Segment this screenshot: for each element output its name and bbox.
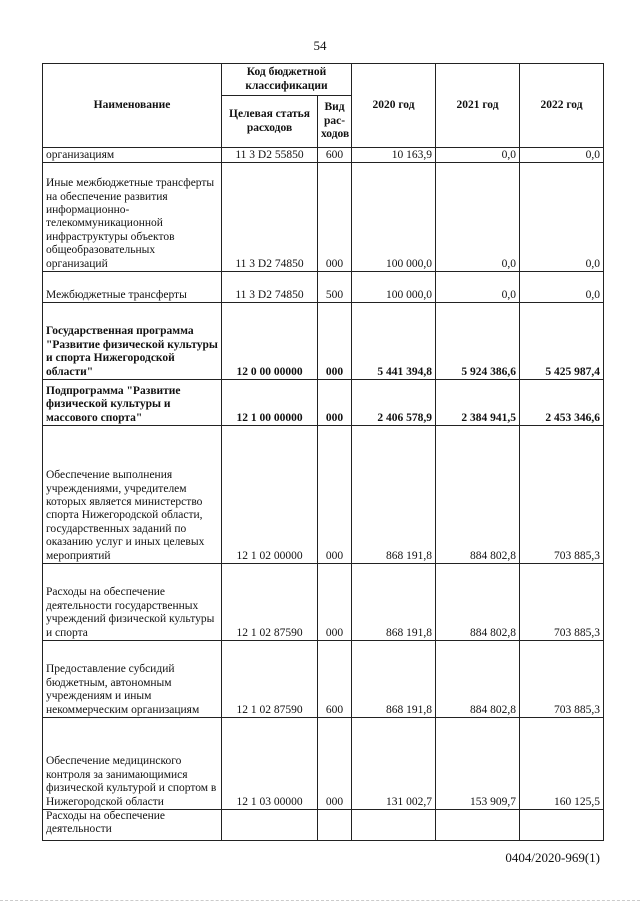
row-target: 11 3 D2 74850 xyxy=(222,272,318,303)
row-target: 11 3 D2 74850 xyxy=(222,163,318,272)
row-2020: 100 000,0 xyxy=(352,163,436,272)
header-kbk-group: Код бюджетной классификации xyxy=(222,64,352,96)
row-2021: 884 802,8 xyxy=(436,426,520,564)
row-name: Иные межбюджетные трансферты на обеспечение развития информационно-телекоммуникационной инфраструктуры объектов общеобразовательных организаций xyxy=(43,163,222,272)
row-kind xyxy=(318,810,352,841)
header-2021: 2021 год xyxy=(436,64,520,148)
row-target: 12 1 02 87590 xyxy=(222,641,318,718)
row-name: организациям xyxy=(43,148,222,163)
header-name: Наименование xyxy=(43,64,222,148)
row-2021: 153 909,7 xyxy=(436,718,520,810)
row-target: 12 1 02 00000 xyxy=(222,426,318,564)
row-2021: 5 924 386,6 xyxy=(436,303,520,380)
row-2022: 0,0 xyxy=(520,148,604,163)
row-2022: 160 125,5 xyxy=(520,718,604,810)
row-2020: 131 002,7 xyxy=(352,718,436,810)
row-2020: 5 441 394,8 xyxy=(352,303,436,380)
row-name: Предоставление субсидий бюджетным, автономным учреждениям и иным некоммерческим организациям xyxy=(43,641,222,718)
row-kind: 000 xyxy=(318,564,352,641)
row-kind: 000 xyxy=(318,163,352,272)
row-kind: 000 xyxy=(318,380,352,426)
row-2020: 868 191,8 xyxy=(352,426,436,564)
row-name: Обеспечение выполнения учреждениями, учредителем которых является министерство спорта Нижегородской области, государственных заданий по оказанию услуг и иных целевых мероприятий xyxy=(43,426,222,564)
row-kind: 000 xyxy=(318,426,352,564)
row-kind: 600 xyxy=(318,148,352,163)
row-2021: 884 802,8 xyxy=(436,564,520,641)
row-kind: 000 xyxy=(318,718,352,810)
row-2020: 100 000,0 xyxy=(352,272,436,303)
row-kind: 600 xyxy=(318,641,352,718)
header-expense-kind: Вид рас-ходов xyxy=(318,96,352,148)
row-kind: 000 xyxy=(318,303,352,380)
row-2021 xyxy=(436,810,520,841)
table-row xyxy=(43,163,604,272)
row-2022: 5 425 987,4 xyxy=(520,303,604,380)
table-row xyxy=(43,564,604,641)
table-row xyxy=(43,810,604,841)
row-target: 12 1 02 87590 xyxy=(222,564,318,641)
row-name: Расходы на обеспечение деятельности государственных учреждений физической культуры и спорта xyxy=(43,564,222,641)
row-2022: 0,0 xyxy=(520,272,604,303)
row-name: Обеспечение медицинского контроля за занимающимися физической культурой и спортом в Нижегородской области xyxy=(43,718,222,810)
header-target-item: Целевая статья расходов xyxy=(222,96,318,148)
row-target: 12 1 03 00000 xyxy=(222,718,318,810)
row-2021: 884 802,8 xyxy=(436,641,520,718)
row-2021: 2 384 941,5 xyxy=(436,380,520,426)
table-row xyxy=(43,272,604,303)
table-row xyxy=(43,380,604,426)
row-2020: 10 163,9 xyxy=(352,148,436,163)
row-2022 xyxy=(520,810,604,841)
row-2020: 868 191,8 xyxy=(352,641,436,718)
row-2020 xyxy=(352,810,436,841)
row-2022: 703 885,3 xyxy=(520,564,604,641)
table-row xyxy=(43,641,604,718)
row-name: Подпрограмма "Развитие физической культуры и массового спорта" xyxy=(43,380,222,426)
table-row xyxy=(43,303,604,380)
row-2020: 868 191,8 xyxy=(352,564,436,641)
row-2022: 703 885,3 xyxy=(520,426,604,564)
header-2020: 2020 год xyxy=(352,64,436,148)
row-2021: 0,0 xyxy=(436,163,520,272)
row-name: Межбюджетные трансферты xyxy=(43,272,222,303)
row-2022: 2 453 346,6 xyxy=(520,380,604,426)
page-number: 54 xyxy=(313,38,327,53)
scan-edge xyxy=(0,900,640,905)
row-kind: 500 xyxy=(318,272,352,303)
table-row xyxy=(43,148,604,163)
row-2021: 0,0 xyxy=(436,272,520,303)
row-target: 12 0 00 00000 xyxy=(222,303,318,380)
row-2022: 0,0 xyxy=(520,163,604,272)
table-row xyxy=(43,718,604,810)
row-target: 12 1 00 00000 xyxy=(222,380,318,426)
document-code: 0404/2020-969(1) xyxy=(505,850,600,865)
header-2022: 2022 год xyxy=(520,64,604,148)
budget-table xyxy=(42,63,604,841)
row-2021: 0,0 xyxy=(436,148,520,163)
row-name: Государственная программа "Развитие физической культуры и спорта Нижегородской области" xyxy=(43,303,222,380)
row-2020: 2 406 578,9 xyxy=(352,380,436,426)
row-2022: 703 885,3 xyxy=(520,641,604,718)
row-name: Расходы на обеспечение деятельности xyxy=(43,810,222,841)
row-target: 11 3 D2 55850 xyxy=(222,148,318,163)
row-target xyxy=(222,810,318,841)
table-row xyxy=(43,426,604,564)
